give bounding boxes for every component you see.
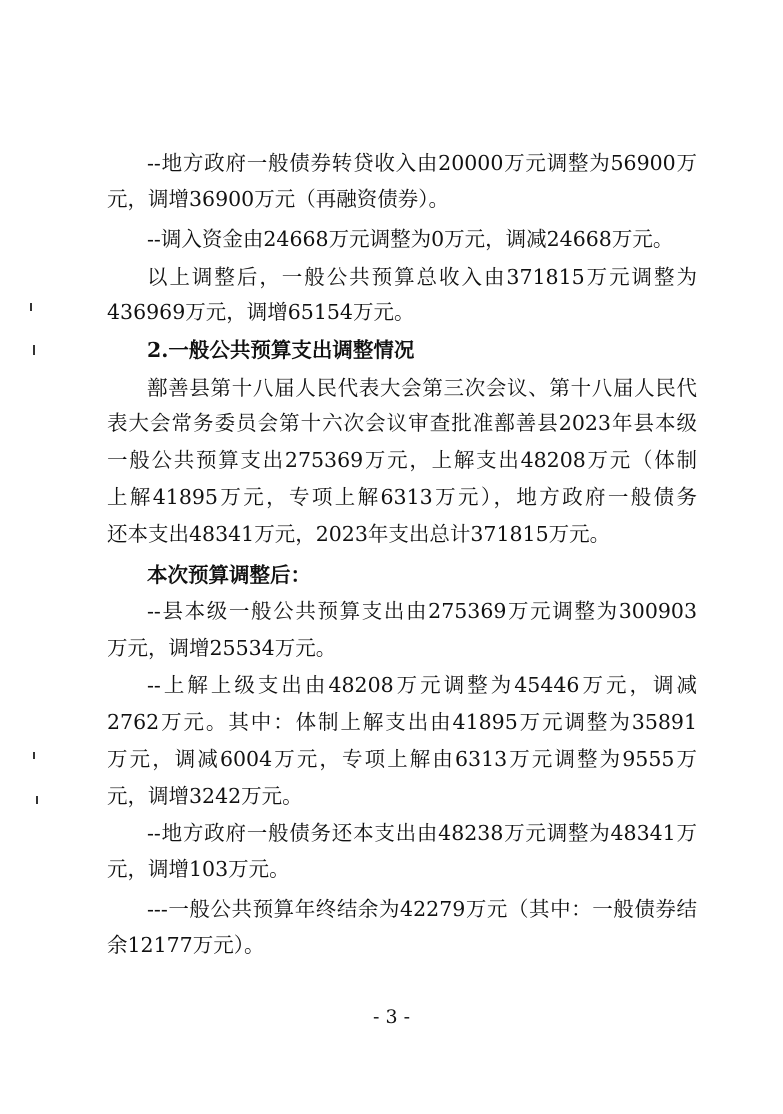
scan-speck: [33, 752, 35, 759]
text-line: 元，调增103万元。: [107, 857, 290, 881]
text-line: --上解上级支出由48208万元调整为45446万元，调减: [147, 673, 697, 697]
scan-speck: [30, 303, 32, 311]
section-heading: 2.一般公共预算支出调整情况: [147, 338, 415, 362]
text-line: 鄯善县第十八届人民代表大会第三次会议、第十八届人民代: [147, 376, 697, 400]
text-line: 2762万元。其中：体制上解支出由41895万元调整为35891: [107, 710, 697, 734]
text-line: --地方政府一般债务还本支出由48238万元调整为48341万: [147, 821, 697, 845]
text-line: 元，调增36900万元（再融资债券）。: [107, 187, 449, 211]
page-number: - 3 -: [372, 1006, 410, 1028]
text-line: --县本级一般公共预算支出由275369万元调整为300903: [147, 599, 697, 623]
text-line: 以上调整后，一般公共预算总收入由371815万元调整为: [147, 265, 697, 289]
text-line: --调入资金由24668万元调整为0万元，调减24668万元。: [147, 227, 674, 251]
text-line: 余12177万元）。: [107, 933, 265, 957]
text-line: 万元，调减6004万元，专项上解由6313万元调整为9555万: [107, 747, 697, 771]
subheading: 本次预算调整后：: [147, 563, 311, 587]
text-line: 表大会常务委员会第十六次会议审查批准鄯善县2023年县本级: [107, 411, 697, 435]
text-line: 一般公共预算支出275369万元，上解支出48208万元（体制: [107, 448, 697, 472]
text-line: 万元，调增25534万元。: [107, 636, 337, 660]
text-line: --地方政府一般债券转贷收入由20000万元调整为56900万: [147, 151, 697, 175]
text-line: 上解41895万元，专项上解6313万元），地方政府一般债务: [107, 485, 697, 509]
text-line: ---一般公共预算年终结余为42279万元（其中：一般债券结: [147, 897, 697, 921]
text-line: 还本支出48341万元，2023年支出总计371815万元。: [107, 522, 611, 546]
scan-speck: [36, 796, 38, 804]
text-line: 436969万元，调增65154万元。: [107, 300, 415, 324]
text-line: 元，调增3242万元。: [107, 784, 303, 808]
scan-speck: [33, 345, 35, 355]
